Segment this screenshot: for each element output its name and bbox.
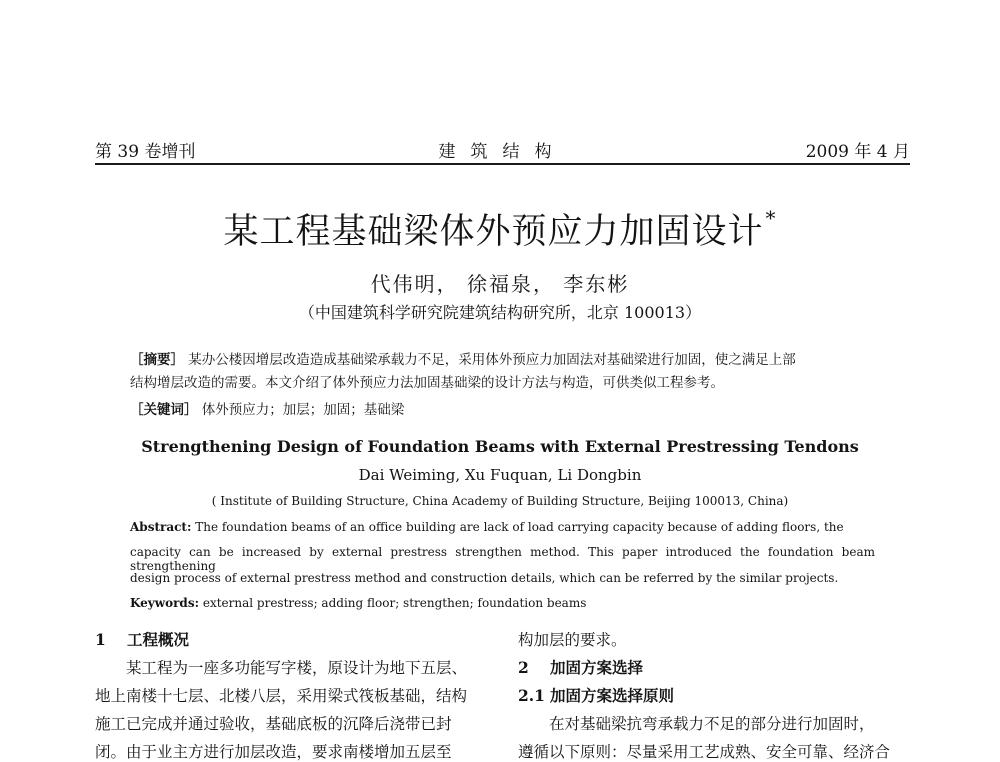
abstract-en-line-3: design process of external prestress method and construction details, which can be referred by the similar projects. [130, 571, 839, 585]
section-2-1-heading [518, 684, 674, 706]
body-left-line-4: 闭。由于业主方进行加层改造，要求南楼增加五层至 [95, 743, 452, 761]
paper-title-en: Strengthening Design of Foundation Beams with External Prestressing Tendons [141, 437, 859, 456]
keywords-en-label: Keywords: [130, 596, 200, 610]
keywords-en-text: external prestress; adding floor; strengthen; foundation beams [202, 596, 587, 610]
journal-volume: 第 39 卷增刊 [95, 142, 196, 162]
journal-date: 2009 年 4 月 [805, 142, 910, 162]
affiliation-cn: （中国建筑科学研究院建筑结构研究所，北京 100013） [298, 303, 702, 322]
running-header [95, 137, 910, 163]
abstract-en-line-1 [130, 520, 875, 534]
header-rule [95, 163, 910, 165]
keywords-cn-label: ［关键词］ [130, 402, 198, 418]
body-left-line-3: 施工已完成并通过验收，基础底板的沉降后浇带已封 [95, 715, 452, 733]
section-2-1-title: 加固方案选择原则 [550, 686, 675, 705]
body-right-line-3: 遵循以下原则：尽量采用工艺成熟、安全可靠、经济合 [518, 743, 891, 761]
abstract-cn-label: ［摘要］ [130, 352, 184, 368]
keywords-en [130, 596, 875, 610]
body-right-line-2: 在对基础梁抗弯承载力不足的部分进行加固时， [549, 715, 875, 733]
paper-title-text: 某工程基础梁体外预应力加固设计 [223, 212, 764, 252]
section-2-title: 加固方案选择 [550, 658, 644, 677]
body-left-line-2: 地上南楼十七层、北楼八层，采用梁式筏板基础，结构 [95, 687, 468, 705]
abstract-en-text-1: The foundation beams of an office building are lack of load carrying capacity because of adding floors, the [195, 520, 844, 534]
abstract-cn-line-2: 结构增层改造的需要。本文介绍了体外预应力法加固基础梁的设计方法与构造，可供类似工程参考。 [130, 375, 724, 391]
section-1-title: 工程概况 [127, 630, 190, 649]
title-footnote-mark: * [765, 206, 777, 230]
journal-name: 建筑结构 [438, 142, 567, 162]
section-2-heading [518, 656, 643, 678]
abstract-en-label: Abstract: [130, 520, 192, 534]
keywords-cn [130, 398, 880, 418]
section-1-number: 1 [95, 630, 106, 649]
section-2-1-number: 2.1 [518, 686, 545, 705]
authors-en: Dai Weiming, Xu Fuquan, Li Dongbin [358, 466, 642, 484]
section-1-heading [95, 628, 189, 650]
affiliation-en: ( Institute of Building Structure, China Academy of Building Structure, Beijing 100013, China) [211, 494, 789, 508]
authors-cn: 代伟明， 徐福泉， 李东彬 [370, 272, 630, 296]
abstract-en-line-2: capacity can be increased by external prestress strengthen method. This paper introduced the foundation beam strengthening [130, 545, 875, 573]
keywords-cn-text: 体外预应力；加层；加固；基础梁 [201, 402, 405, 418]
body-left-line-1: 某工程为一座多功能写字楼，原设计为地下五层、 [126, 659, 468, 677]
abstract-cn-line-1 [130, 348, 880, 368]
section-2-number: 2 [518, 658, 529, 677]
paper-title [0, 204, 1000, 254]
body-right-line-1: 构加层的要求。 [518, 631, 627, 649]
abstract-cn-text-1: 某办公楼因增层改造造成基础梁承载力不足，采用体外预应力加固法对基础梁进行加固，使之满足上部 [188, 352, 796, 368]
